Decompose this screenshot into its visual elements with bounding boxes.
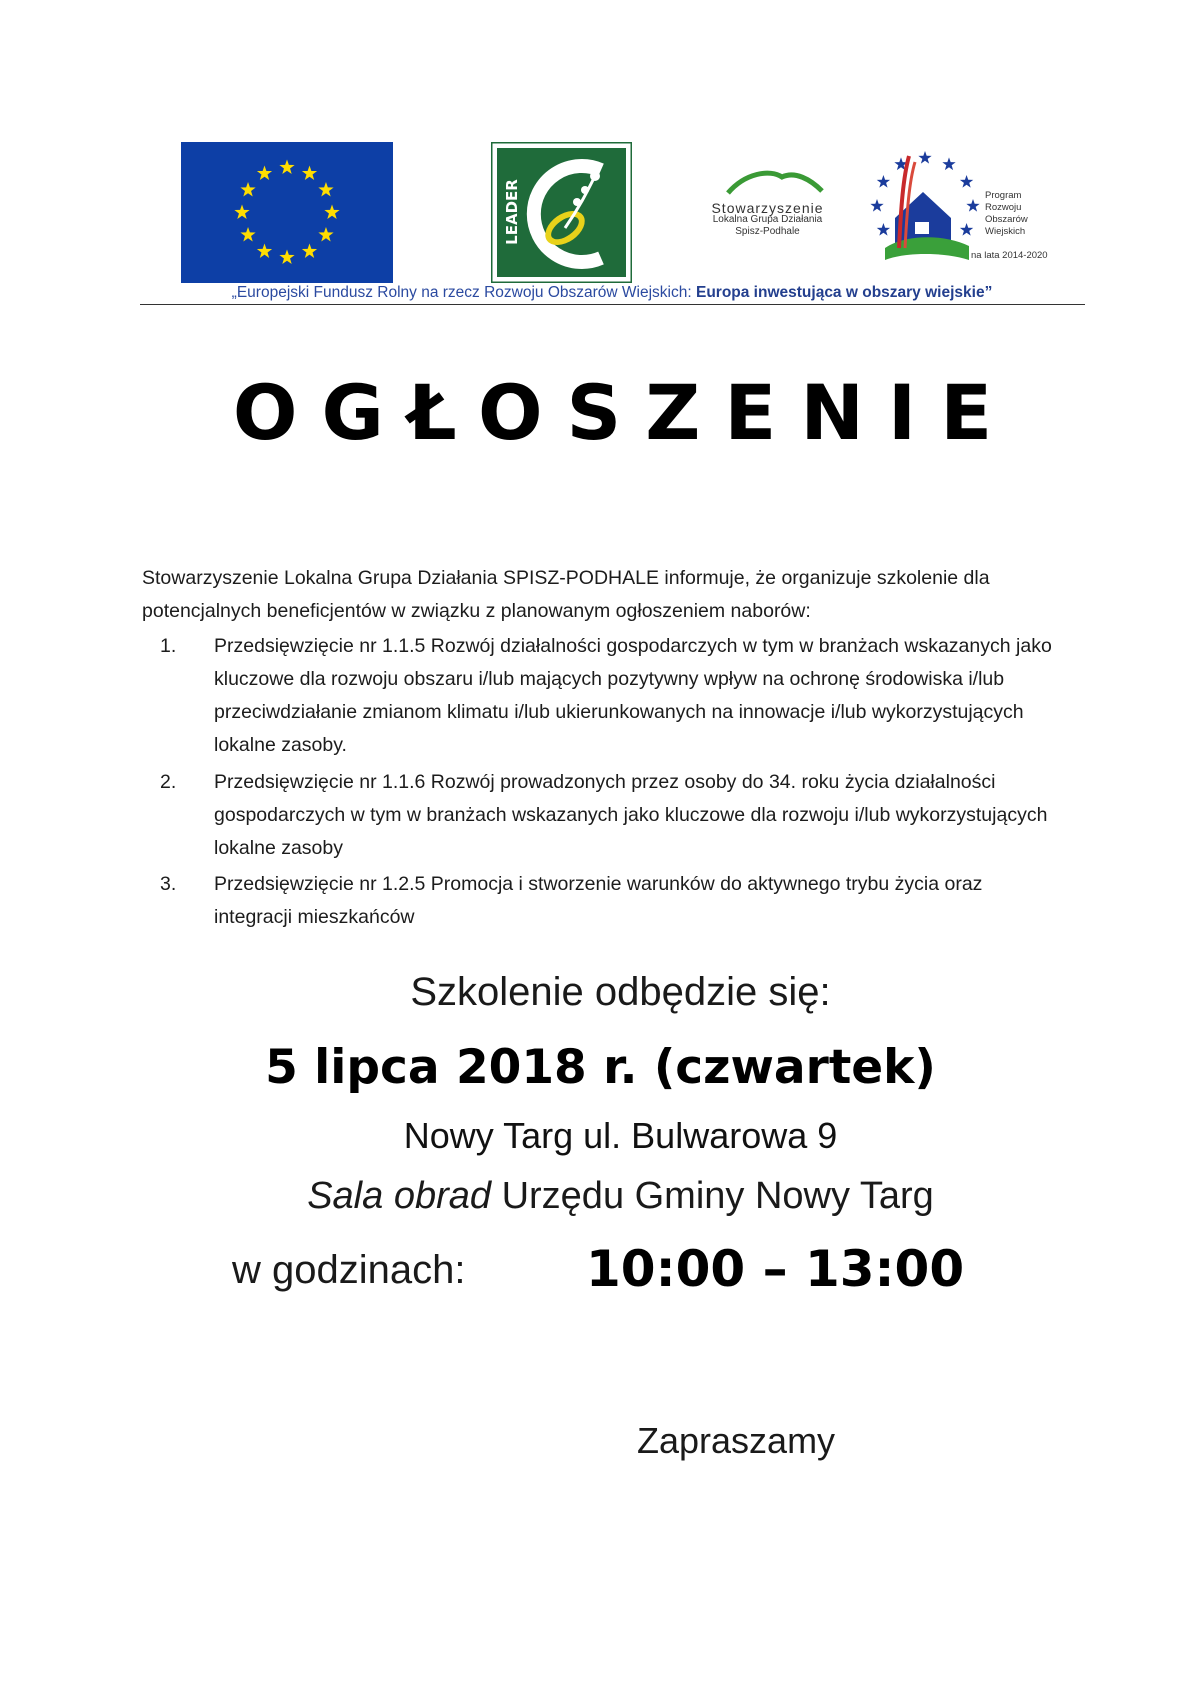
page-title: OGŁOSZENIE	[232, 368, 1017, 457]
prow-line4: Wiejskich	[985, 226, 1026, 237]
mountains-icon	[700, 165, 835, 197]
training-intro: Szkolenie odbędzie się:	[410, 970, 831, 1014]
prow-logo	[865, 148, 1065, 273]
list-item-number: 2.	[160, 771, 177, 793]
list-item-text: Przedsięwzięcie nr 1.1.5 Rozwój działalności gospodarczych w tym w branżach wskazanych jako kluczowe dla rozwoju obszaru i/lub mających pozytywny wpływ na ochronę środowiska i/lub przeciwdziałanie zmianom klimatu i/lub ukierunkowanych na innowacje i/lub wykorzystujących lokalne zasoby.	[214, 635, 1052, 756]
leader-text: LEADER	[503, 179, 521, 245]
list-item-text: Przedsięwzięcie nr 1.1.6 Rozwój prowadzonych przez osoby do 34. roku życia działalności gospodarczych w tym w branżach wskazanych jako kluczowe dla rozwoju i/lub wykorzystujących lokalne zasoby	[214, 771, 1048, 859]
training-room-italic: Sala obrad	[307, 1175, 492, 1217]
prow-star	[942, 157, 955, 170]
prow-star	[960, 175, 973, 188]
prow-star	[918, 151, 931, 164]
lgd-logo-line3: Spisz-Podhale	[735, 226, 800, 237]
prow-line3: Obszarów	[985, 214, 1028, 225]
tagline-bold: Europa inwestująca w obszary wiejskie”	[695, 284, 993, 301]
list-item-number: 1.	[160, 635, 177, 657]
prow-star	[877, 175, 890, 188]
prow-line1: Program	[985, 190, 1022, 201]
prow-star	[877, 223, 890, 236]
eu-flag-icon	[181, 142, 393, 283]
prow-line2: Rozwoju	[985, 202, 1022, 213]
lgd-logo-line1: Stowarzyszenie	[711, 200, 824, 216]
list-item-text: Przedsięwzięcie nr 1.2.5 Promocja i stworzenie warunków do aktywnego trybu życia oraz integracji mieszkańców	[214, 873, 983, 928]
list-item	[142, 766, 1062, 865]
prow-star	[960, 223, 973, 236]
training-date: 5 lipca 2018 r. (czwartek)	[265, 1040, 936, 1095]
lgd-logo-line2: Lokalna Grupa Działania	[712, 214, 823, 225]
prow-period: na lata 2014-2020	[971, 250, 1048, 261]
training-place: Nowy Targ ul. Bulwarowa 9	[403, 1115, 838, 1156]
training-room-rest: Urzędu Gminy Nowy Targ	[491, 1175, 934, 1217]
tagline-regular: „Europejski Fundusz Rolny na rzecz Rozwoju Obszarów Wiejskich:	[231, 284, 696, 301]
header-divider	[140, 304, 1085, 305]
prow-emblem-icon	[865, 148, 985, 273]
training-hours-value: 10:00 – 13:00	[586, 1240, 965, 1298]
lgd-spisz-podhale-logo	[700, 165, 835, 255]
eafrd-tagline	[140, 284, 1084, 302]
list-item	[142, 868, 1062, 934]
leader-logo-icon	[491, 142, 632, 283]
training-hours-label: w godzinach:	[232, 1248, 466, 1292]
training-room	[0, 1175, 1191, 1218]
invitation-text: Zapraszamy	[637, 1420, 836, 1461]
list-item	[142, 630, 1062, 762]
intro-paragraph: Stowarzyszenie Lokalna Grupa Działania SPISZ-PODHALE informuje, że organizuje szkolenie dla potencjalnych beneficjentów w związku z planowanym ogłoszeniem naborów:	[142, 567, 990, 622]
prow-star	[870, 199, 883, 212]
prow-star	[966, 199, 979, 212]
list-item-number: 3.	[160, 873, 177, 895]
